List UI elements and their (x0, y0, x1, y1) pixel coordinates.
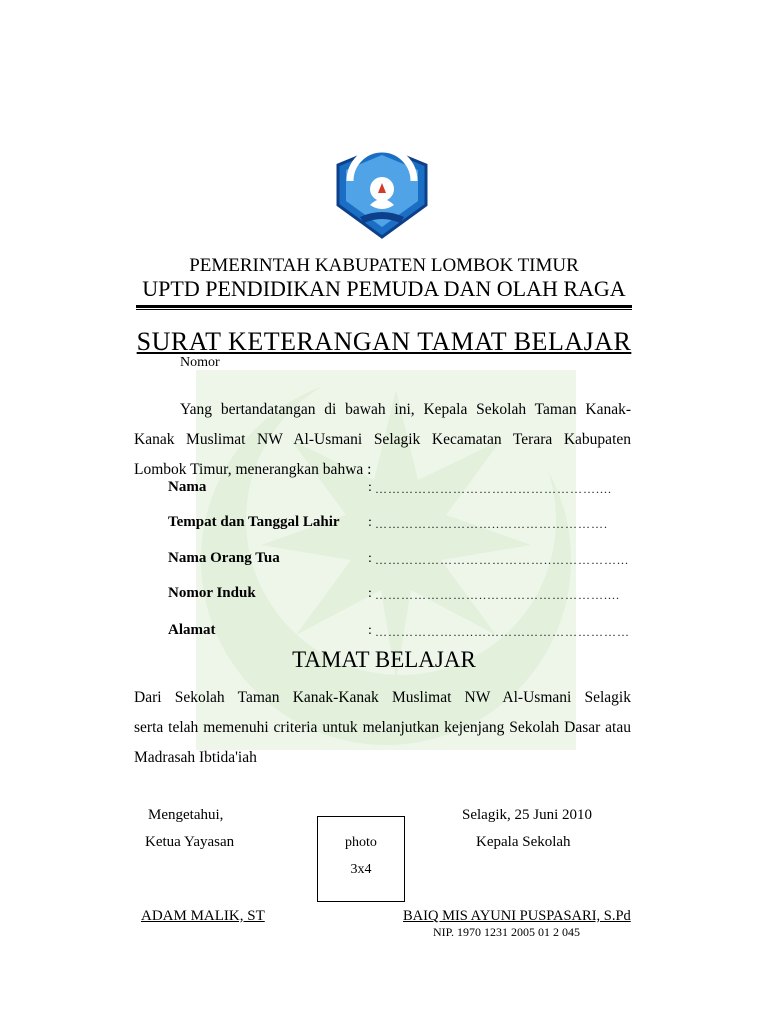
header-government: PEMERINTAH KABUPATEN LOMBOK TIMUR (189, 255, 579, 276)
photo-size-label: 3x4 (350, 862, 372, 877)
intro-line-1: Yang bertandatangan di bawah ini, Kepala Sekolah Taman Kanak- (180, 401, 631, 418)
document-title-text: SURAT KETERANGAN TAMAT BELAJAR (136, 327, 632, 356)
left-signer-name: ADAM MALIK, ST (141, 908, 265, 924)
photo-label: photo (345, 835, 377, 850)
nomor-label: Nomor (180, 355, 220, 370)
right-signer-nip: NIP. 1970 1231 2005 01 2 045 (433, 925, 581, 939)
field-colon: : (368, 623, 372, 638)
field-label-nama: Nama (168, 479, 207, 495)
header-agency: UPTD PENDIDIKAN PEMUDA DAN OLAH RAGA (142, 276, 626, 301)
field-label-nomor-induk: Nomor Induk (168, 585, 256, 601)
header-rule-thin (136, 309, 632, 310)
field-blank-orang-tua: …………………………………..……………... (375, 553, 629, 567)
field-blank-nomor-induk: ……………………..……………………….... (375, 588, 620, 602)
intro-line-2: Kanak Muslimat NW Al-Usmani Selagik Kecamatan Terara Kabupaten (134, 431, 631, 448)
field-blank-ttl: ………………………..……………………. (375, 517, 608, 531)
intro-line-3: Lombok Timur, menerangkan bahwa : (134, 461, 372, 478)
field-label-alamat: Alamat (168, 622, 216, 638)
field-colon: : (368, 586, 372, 601)
field-blank-nama: …………………………………………….... (375, 482, 612, 496)
header-rule-thick (136, 305, 632, 308)
closing-line-1: Dari Sekolah Taman Kanak-Kanak Muslimat NW Al-Usmani Selagik (134, 689, 631, 706)
left-signer-title: Ketua Yayasan (145, 834, 235, 850)
left-signer-mengetahui: Mengetahui, (148, 807, 224, 823)
right-signer-name: BAIQ MIS AYUNI PUSPASARI, S.Pd (403, 908, 631, 924)
field-colon: : (368, 515, 372, 530)
intro-paragraph (134, 395, 631, 485)
field-label-orang-tua: Nama Orang Tua (168, 550, 280, 566)
field-label-ttl: Tempat dan Tanggal Lahir (168, 514, 340, 530)
closing-paragraph (134, 683, 631, 773)
tut-wuri-handayani-logo-icon (330, 143, 434, 241)
right-place-date: Selagik, 25 Juni 2010 (462, 807, 592, 823)
closing-line-2: serta telah memenuhi criteria untuk melanjutkan kejenjang Sekolah Dasar atau (134, 719, 631, 736)
photo-placeholder-box (317, 816, 405, 902)
field-blank-alamat: …………………..……………………………… (375, 625, 630, 639)
closing-line-3: Madrasah Ibtida'iah (134, 749, 257, 766)
tamat-belajar-heading: TAMAT BELAJAR (292, 647, 476, 672)
field-colon: : (368, 551, 372, 566)
right-signer-title: Kepala Sekolah (476, 834, 571, 850)
document-title (0, 327, 768, 357)
field-colon: : (368, 480, 372, 495)
